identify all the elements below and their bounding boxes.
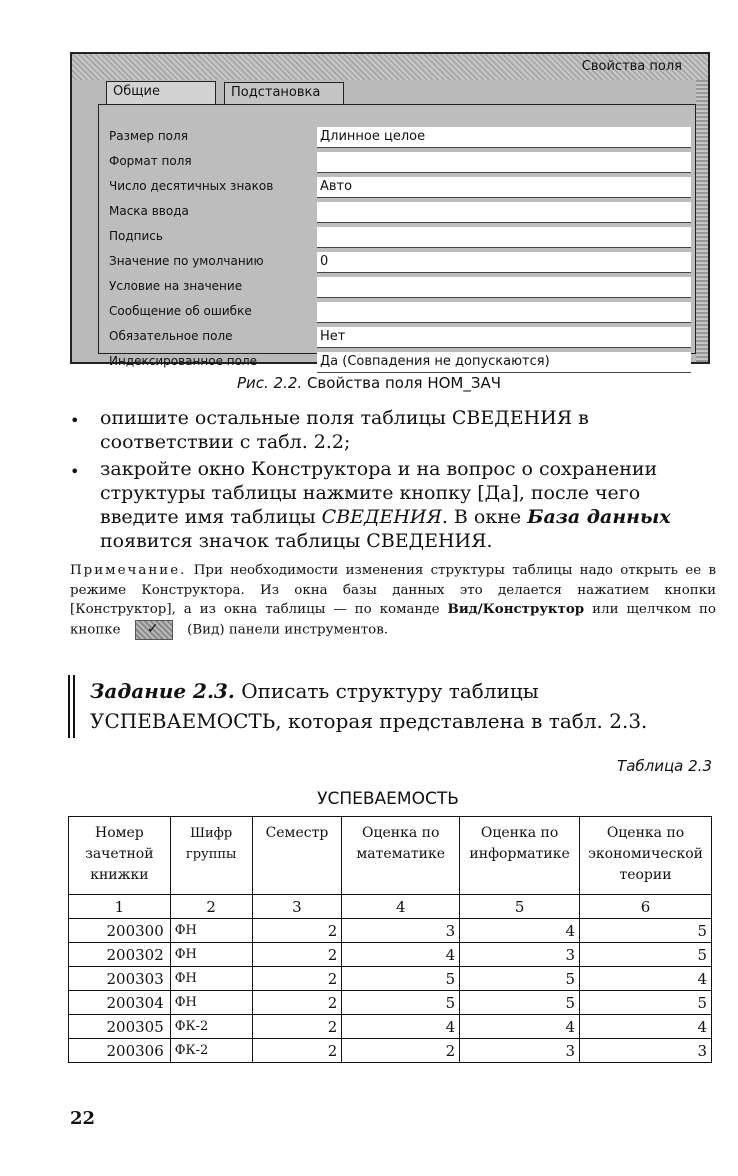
property-value-field[interactable]: Нет [317,327,691,348]
table-number: Таблица 2.3 [617,757,712,775]
table-cell: 2 [342,1039,460,1063]
table-cell: 200302 [69,943,171,967]
design-view-icon [135,620,173,640]
table-cell: 5 [342,967,460,991]
bullet-text: появится значок таблицы СВЕДЕНИЯ. [100,530,493,552]
table-cell: 5 [460,967,580,991]
property-label: Число десятичных знаков [109,179,274,193]
window-title: Свойства поля [581,59,682,74]
table-cell: ФК-2 [170,1039,252,1063]
note-label: Примечание. [70,563,187,578]
bullet-marker: • [70,462,80,481]
table-title: УСПЕВАЕМОСТЬ [317,789,459,809]
grades-table [68,816,712,1063]
bullet-item [100,457,714,553]
table-cell: 4 [580,967,712,991]
table-header-cell: Оценка по информатике [460,817,580,895]
table-cell: 200304 [69,991,171,1015]
bullet-item [100,406,714,454]
bullet-text: закройте окно Конструктора и на вопрос о сохранении структуры таблицы нажмите кнопку [Да], после чего введите имя таблицы [100,458,658,528]
properties-panel [98,104,696,369]
bullet-text: опишите остальные поля таблицы СВЕДЕНИЯ в соответствии с табл. 2.2; [100,407,589,453]
table-cell: 4 [342,943,460,967]
note-menu-command: Вид/Конструктор [447,601,585,617]
table-cell: 3 [342,919,460,943]
property-value-field[interactable]: Авто [317,177,691,198]
figure-caption-text: Свойства поля НОМ_ЗАЧ [306,374,502,392]
table-cell: 5 [342,991,460,1015]
window-border-strip [696,80,708,362]
property-value-field[interactable] [317,302,691,323]
column-number: 3 [252,895,342,919]
table-row [69,1015,712,1039]
table-cell: ФК-2 [170,1015,252,1039]
table-cell: 3 [580,1039,712,1063]
property-row [99,352,695,373]
column-number: 5 [460,895,580,919]
column-number: 1 [69,895,171,919]
table-row [69,943,712,967]
task-paragraph [90,676,716,736]
table-cell: 2 [252,991,342,1015]
window-titlebar [72,54,708,80]
property-label: Сообщение об ошибке [109,304,252,318]
property-label: Условие на значение [109,279,243,293]
property-row [99,252,695,273]
figure-caption-number: Рис. 2.2. [236,374,303,392]
bullet-text: . В окне [441,506,522,528]
table-cell: ФН [170,943,252,967]
page-number: 22 [70,1108,96,1129]
table-cell: 5 [580,943,712,967]
property-row [99,152,695,173]
table-row [69,1039,712,1063]
property-row [99,277,695,298]
property-row [99,327,695,348]
table-cell: 4 [580,1015,712,1039]
property-value-field[interactable]: Да (Совпадения не допускаются) [317,352,691,373]
column-number: 4 [342,895,460,919]
table-row [69,967,712,991]
table-cell: 4 [460,919,580,943]
table-cell: 200306 [69,1039,171,1063]
table-row [69,919,712,943]
note-text: При необходимости изменения структуры таблицы надо открыть ее в режиме Конструктора. Из окна базы данных это делается нажатием кнопки [Конструктор], а из окна таблицы — по команде [70,563,716,617]
table-cell: 5 [580,919,712,943]
note-text: или щелчком по кнопке [70,602,716,637]
note-text: (Вид) панели инструментов. [187,622,389,637]
property-value-field[interactable] [317,277,691,298]
table-cell: 200305 [69,1015,171,1039]
table-cell: 3 [460,1039,580,1063]
table-row [69,991,712,1015]
property-label: Маска ввода [109,204,189,218]
property-value-field[interactable] [317,152,691,173]
table-cell: 5 [580,991,712,1015]
table-cell: 5 [460,991,580,1015]
property-label: Подпись [109,229,163,243]
column-number: 6 [580,895,712,919]
table-cell: 200303 [69,967,171,991]
table-cell: 3 [460,943,580,967]
table-cell: 200300 [69,919,171,943]
property-row [99,127,695,148]
property-row [99,227,695,248]
property-value-field[interactable]: Длинное целое [317,127,691,148]
table-cell: 2 [252,919,342,943]
property-row [99,302,695,323]
table-cell: 4 [342,1015,460,1039]
property-value-field[interactable] [317,202,691,223]
note-paragraph [70,561,716,640]
property-label: Индексированное поле [109,354,258,368]
bullet-marker: • [70,411,80,430]
database-window-name: База данных [527,506,671,528]
tab-general[interactable]: Общие [106,81,216,105]
table-name-italic: СВЕДЕНИЯ [321,506,442,528]
table-header-row [69,817,712,895]
table-cell: 2 [252,1015,342,1039]
table-header-cell: Семестр [252,817,342,895]
figure-caption [0,374,738,392]
property-label: Значение по умолчанию [109,254,264,268]
column-number-row [69,895,712,919]
property-row [99,177,695,198]
property-row [99,202,695,223]
table-header-cell: Номер зачетной книжки [69,817,171,895]
table-cell: ФН [170,919,252,943]
table-cell: 2 [252,1039,342,1063]
table-header-cell: Шифр группы [170,817,252,895]
table-header-cell: Оценка по математике [342,817,460,895]
field-properties-figure [70,52,710,369]
table-header-cell: Оценка по экономической теории [580,817,712,895]
table-cell: ФН [170,991,252,1015]
task-margin-bar [68,675,75,738]
property-label: Обязательное поле [109,329,233,343]
property-value-field[interactable]: 0 [317,252,691,273]
task-label: Задание 2.3. [90,679,235,703]
column-number: 2 [170,895,252,919]
tab-lookup[interactable]: Подстановка [224,82,344,104]
property-label: Размер поля [109,129,188,143]
property-value-field[interactable] [317,227,691,248]
table-cell: 2 [252,943,342,967]
table-cell: 2 [252,967,342,991]
task-text: Описать структуру таблицы УСПЕВАЕМОСТЬ, которая представлена в табл. 2.3. [90,679,648,733]
table-body [69,919,712,1063]
table-cell: 4 [460,1015,580,1039]
property-label: Формат поля [109,154,192,168]
table-cell: ФН [170,967,252,991]
